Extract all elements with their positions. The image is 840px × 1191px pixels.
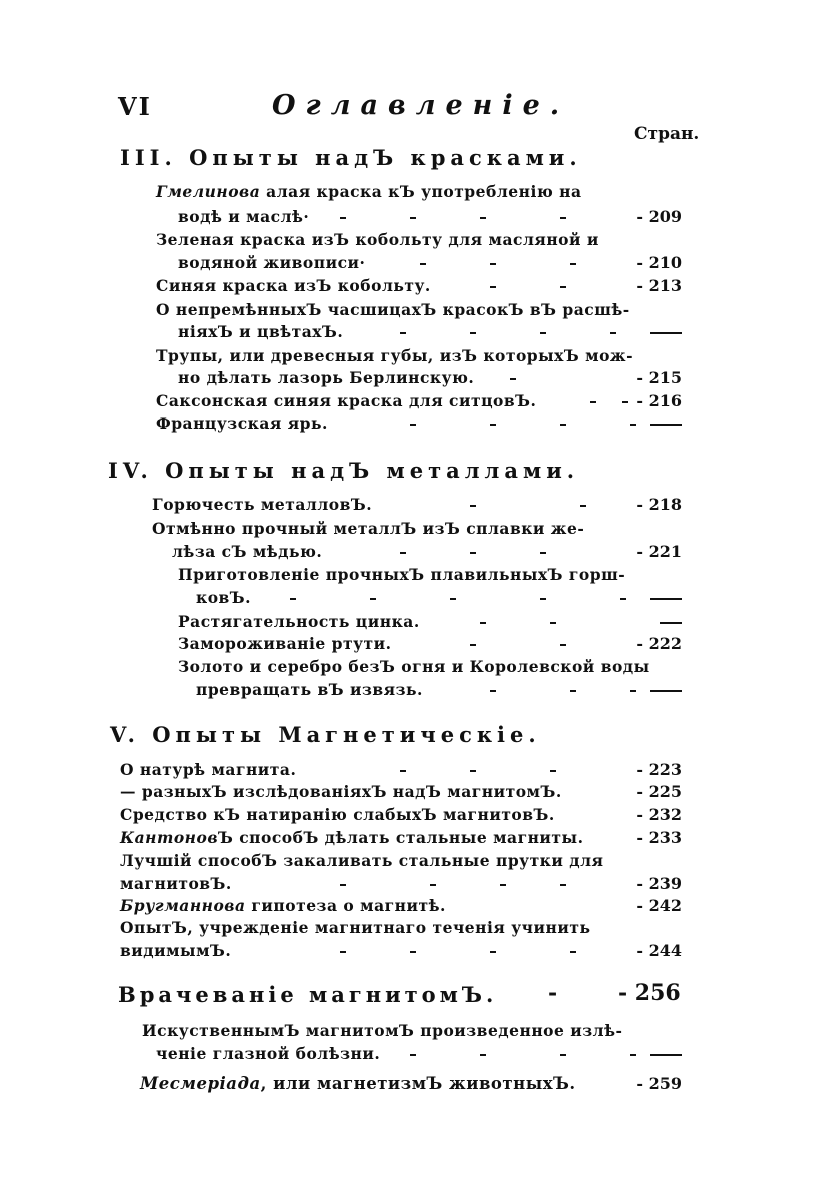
leader-dash xyxy=(630,690,636,692)
leader-dash xyxy=(490,690,496,692)
toc-entry-cont: водѣ и маслѣ· xyxy=(178,207,310,226)
leader-dash xyxy=(470,644,476,646)
leader-dash xyxy=(420,263,426,265)
toc-entry: Растягательность цинка. xyxy=(178,612,420,631)
leader-dash xyxy=(400,552,406,554)
page-ref: - 232 xyxy=(636,805,682,824)
toc-entry: Синяя краска изЪ кобольту. xyxy=(156,276,431,295)
toc-entry: Лучшій способЪ закаливать стальные прутки для xyxy=(120,851,604,870)
page-ref: - 216 xyxy=(636,391,682,410)
leader-dash xyxy=(560,424,566,426)
leader-dash xyxy=(630,424,636,426)
leader-dash xyxy=(430,884,436,886)
separator-dash: - xyxy=(548,980,558,1006)
leader-dash xyxy=(540,552,546,554)
leader-dash xyxy=(470,552,476,554)
toc-entry: Трупы, или древесныя губы, изЪ которыхЪ мож- xyxy=(156,346,634,365)
page-ref: - 210 xyxy=(636,253,682,272)
leader-dash xyxy=(470,505,476,507)
leader-dash xyxy=(480,622,486,624)
leader-dash xyxy=(490,263,496,265)
section-heading-5: V. Опыты Магнетическіе. xyxy=(110,722,541,747)
page-ref: - 215 xyxy=(636,368,682,387)
toc-entry-cont: ковЪ. xyxy=(196,588,252,607)
leader-dash xyxy=(410,424,416,426)
ditto-dash xyxy=(650,680,682,699)
leader-dash xyxy=(490,286,496,288)
mesmeriada-title: Месмеріада xyxy=(140,1074,261,1093)
leader-dash xyxy=(622,401,628,403)
page-ref: - 221 xyxy=(636,542,682,561)
page-ref: - 259 xyxy=(636,1074,682,1093)
toc-entry: Отмѣнно прочный металлЪ изЪ сплавки же- xyxy=(152,519,585,538)
ditto-dash xyxy=(650,414,682,433)
page-ref: - 222 xyxy=(636,634,682,653)
leader-dash xyxy=(410,217,416,219)
leader-dash xyxy=(550,622,556,624)
page-number: VI xyxy=(118,92,152,121)
leader-dash xyxy=(490,424,496,426)
toc-entry xyxy=(120,896,446,915)
toc-entry-cont: превращать вЪ извязь. xyxy=(196,680,423,699)
toc-entry: Саксонская синяя краска для ситцовЪ. xyxy=(156,391,537,410)
leader-dash xyxy=(560,286,566,288)
page-ref: - 242 xyxy=(636,896,682,915)
leader-dash xyxy=(550,770,556,772)
leader-dash xyxy=(340,884,346,886)
ditto-dash xyxy=(650,588,682,607)
toc-entry: — разныхЪ изслѣдованіяхЪ надЪ магнитомЪ. xyxy=(120,782,562,801)
leader-dash xyxy=(570,263,576,265)
leader-dash xyxy=(450,598,456,600)
leader-dash xyxy=(560,217,566,219)
toc-entry: Приготовленіе прочныхЪ плавильныхЪ горш- xyxy=(178,565,626,584)
leader-dash xyxy=(560,884,566,886)
toc-entry xyxy=(140,1074,576,1093)
toc-entry: О непремѣнныхЪ часшицахЪ красокЪ вЪ расшѣ- xyxy=(156,300,630,319)
entry-text: гипотеза о магнитѣ. xyxy=(245,896,446,915)
leader-dash xyxy=(410,1054,416,1056)
toc-entry-cont: ніяхЪ и цвѣтахЪ. xyxy=(178,322,344,341)
leader-dash xyxy=(560,644,566,646)
page-ref: - 213 xyxy=(636,276,682,295)
leader-dash xyxy=(480,1054,486,1056)
page-ref: - 239 xyxy=(636,874,682,893)
leader-dash xyxy=(340,951,346,953)
page-ref: - 233 xyxy=(636,828,682,847)
section-heading-3: III. Опыты надЪ красками. xyxy=(120,145,582,170)
page-ref: - 256 xyxy=(618,980,681,1006)
toc-entry: Золото и серебро безЪ огня и Королевской воды xyxy=(178,657,650,676)
leader-dash xyxy=(470,332,476,334)
leader-dash xyxy=(560,1054,566,1056)
leader-dash xyxy=(540,598,546,600)
toc-entry: Зеленая краска изЪ кобольту для масляной и xyxy=(156,230,599,249)
toc-entry: Горючесть металловЪ. xyxy=(152,495,373,514)
author-name: Гмелинова xyxy=(156,182,261,201)
leader-dash xyxy=(370,598,376,600)
leader-dash xyxy=(630,1054,636,1056)
page-ref: - 225 xyxy=(636,782,682,801)
toc-entry xyxy=(120,828,583,847)
toc-entry-cont: лѣза сЪ мѣдью. xyxy=(172,542,323,561)
toc-entry-cont: но дѣлать лазорь Берлинскую. xyxy=(178,368,475,387)
leader-dash xyxy=(340,217,346,219)
leader-dash xyxy=(570,690,576,692)
leader-dash xyxy=(470,770,476,772)
toc-entry-cont: ченіе глазной болѣзни. xyxy=(156,1044,381,1063)
entry-text: Ъ способЪ дѣлать стальные магниты. xyxy=(218,828,584,847)
toc-entry: Французская ярь. xyxy=(156,414,328,433)
page-ref: - 209 xyxy=(636,207,682,226)
entry-text: алая краска кЪ употребленію на xyxy=(260,182,582,201)
leader-dash xyxy=(540,332,546,334)
leader-dash xyxy=(400,332,406,334)
toc-entry-cont: магнитовЪ. xyxy=(120,874,232,893)
leader-dash xyxy=(570,951,576,953)
page-ref: - 244 xyxy=(636,941,682,960)
page-ref: - 223 xyxy=(636,760,682,779)
page-title: Оглавленіе. xyxy=(272,90,570,121)
ditto-dash xyxy=(660,612,682,631)
toc-entry: О натурѣ магнита. xyxy=(120,760,297,779)
leader-dash xyxy=(490,951,496,953)
toc-entry-cont: водяной живописи· xyxy=(178,253,366,272)
author-name: Кантонов xyxy=(120,828,218,847)
toc-entry xyxy=(156,182,582,201)
toc-entry: ИскуственнымЪ магнитомЪ произведенное излѣ- xyxy=(142,1021,623,1040)
leader-dash xyxy=(510,378,516,380)
leader-dash xyxy=(400,770,406,772)
pages-column-label: Стран. xyxy=(634,124,700,144)
toc-entry: ОпытЪ, учрежденіе магнитнаго теченія учинить xyxy=(120,918,591,937)
leader-dash xyxy=(610,332,616,334)
leader-dash xyxy=(410,951,416,953)
ditto-dash xyxy=(650,322,682,341)
section-heading-4: IV. Опыты надЪ металлами. xyxy=(108,458,580,483)
toc-entry: Замороживаніе ртути. xyxy=(178,634,392,653)
toc-entry: Средство кЪ натиранію слабыхЪ магнитовЪ. xyxy=(120,805,555,824)
leader-dash xyxy=(590,401,596,403)
author-name: Бругманнова xyxy=(120,896,246,915)
leader-dash xyxy=(620,598,626,600)
ditto-dash xyxy=(650,1044,682,1063)
leader-dash xyxy=(290,598,296,600)
entry-text: , или магнетизмЪ животныхЪ. xyxy=(260,1074,576,1093)
leader-dash xyxy=(480,217,486,219)
toc-entry-cont: видимымЪ. xyxy=(120,941,232,960)
page-ref: - 218 xyxy=(636,495,682,514)
leader-dash xyxy=(580,505,586,507)
leader-dash xyxy=(500,884,506,886)
section-heading-6: Врачеваніе магнитомЪ. xyxy=(118,982,498,1007)
